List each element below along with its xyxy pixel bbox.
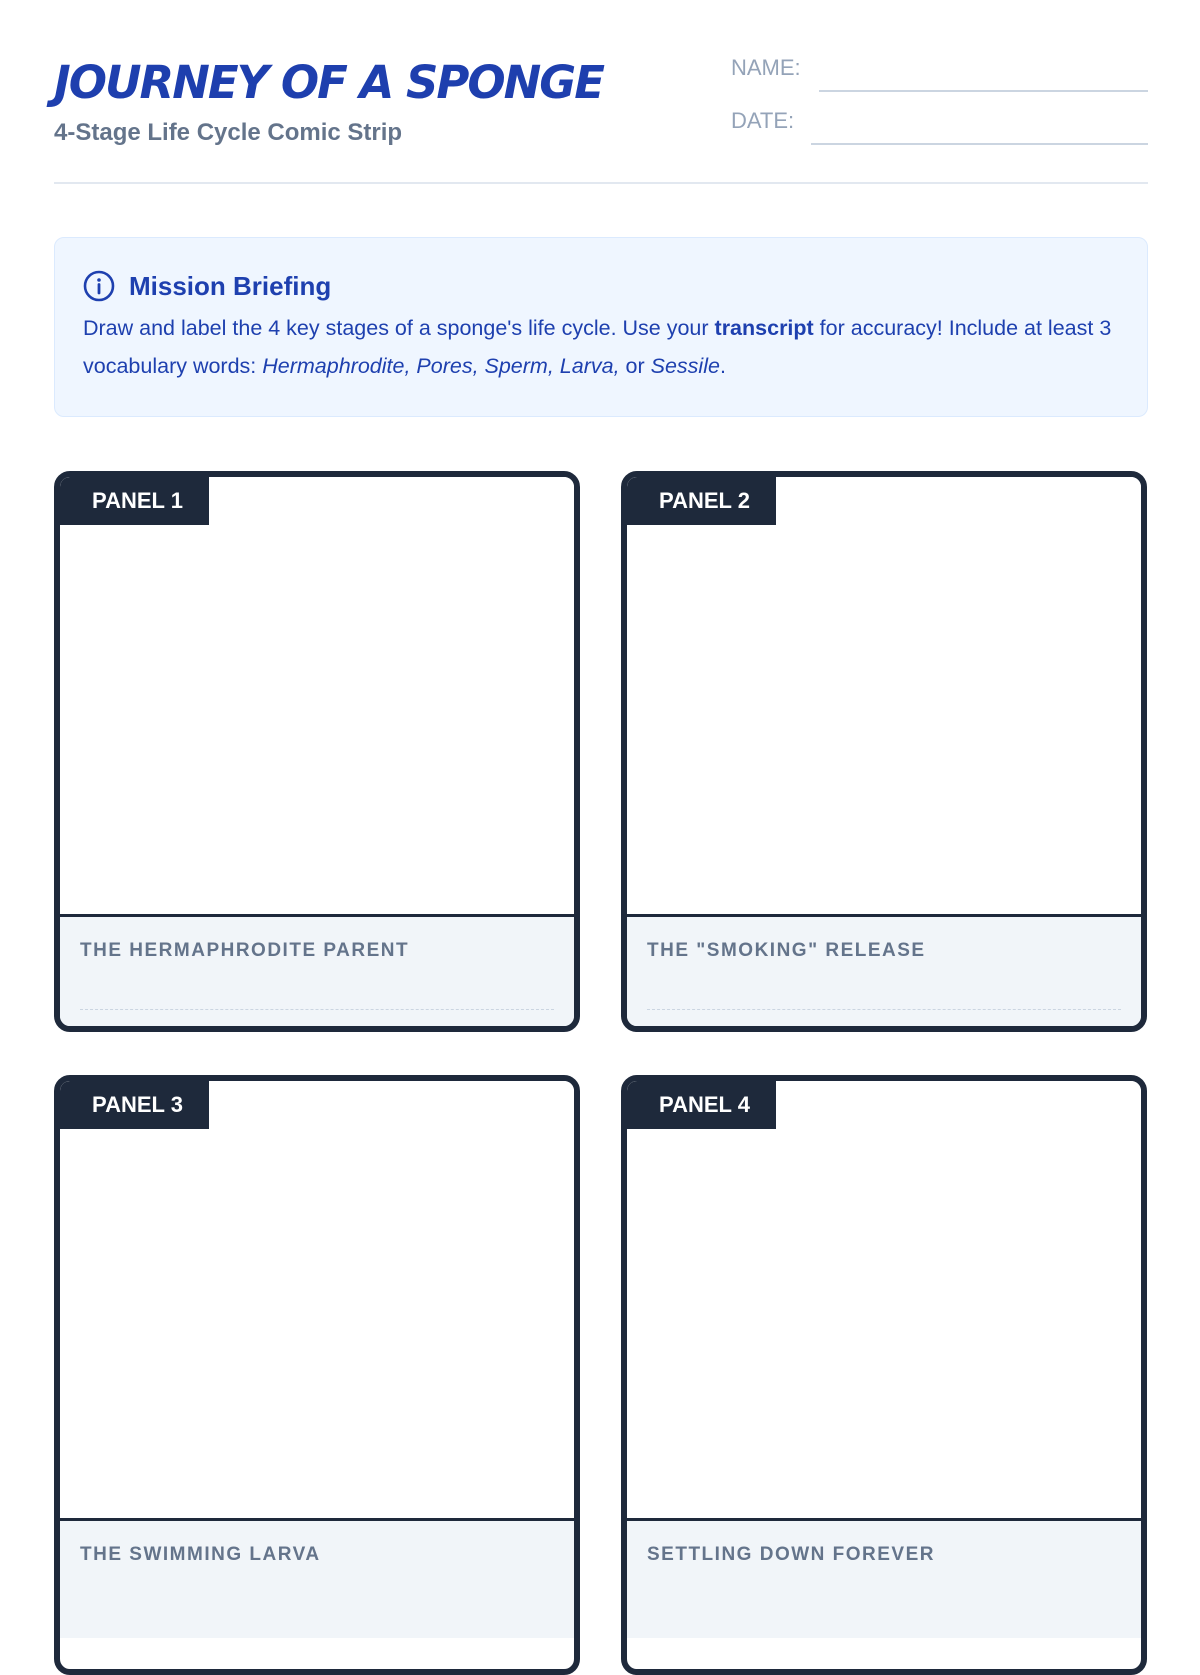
name-input-line[interactable] [819, 90, 1148, 92]
briefing-text [83, 309, 1123, 385]
worksheet-page [54, 0, 1148, 1600]
panel-tag: PANEL 1 [60, 477, 209, 525]
panel-tag: PANEL 3 [60, 1081, 209, 1129]
panel-tag: PANEL 4 [627, 1081, 776, 1129]
vocab-word-sessile: Sessile [650, 354, 720, 378]
page-title: JOURNEY OF A SPONGE [54, 56, 603, 109]
date-input-line[interactable] [811, 143, 1148, 145]
vocab-words: Hermaphrodite, Pores, Sperm, Larva, [262, 354, 620, 378]
panel-caption: THE HERMAPHRODITE PARENT [80, 940, 410, 961]
briefing-text-part: . [719, 354, 726, 378]
drawing-area[interactable] [60, 1081, 574, 1518]
name-label: NAME: [731, 55, 801, 80]
name-field [731, 52, 1148, 92]
caption-area [60, 1518, 574, 1638]
comic-panel-4 [621, 1075, 1147, 1675]
panel-caption: THE "SMOKING" RELEASE [647, 940, 926, 961]
page-subtitle: 4-Stage Life Cycle Comic Strip [54, 119, 403, 146]
mission-briefing [54, 237, 1148, 417]
panel-caption: SETTLING DOWN FOREVER [647, 1544, 935, 1565]
comic-panel-1 [54, 471, 580, 1032]
info-icon [83, 270, 115, 302]
date-field [731, 105, 1148, 145]
briefing-text-part: for accuracy! Include at least 3 vocabulary words: [83, 316, 1112, 378]
panel-tag: PANEL 2 [627, 477, 776, 525]
date-label: DATE: [731, 108, 795, 133]
caption-area [627, 914, 1141, 1032]
briefing-title: Mission Briefing [129, 270, 332, 301]
drawing-area[interactable] [627, 477, 1141, 914]
briefing-text-part: Draw and label the 4 key stages of a sponge's life cycle. Use your [83, 316, 715, 340]
panel-caption: THE SWIMMING LARVA [80, 1544, 321, 1565]
caption-write-line[interactable] [647, 1009, 1121, 1010]
briefing-emphasis: transcript [714, 316, 814, 340]
comic-panel-3 [54, 1075, 580, 1675]
caption-area [60, 914, 574, 1032]
comic-panel-2 [621, 471, 1147, 1032]
worksheet-header [54, 0, 1148, 184]
briefing-text-part: or [619, 354, 651, 378]
caption-area [627, 1518, 1141, 1638]
briefing-heading [83, 268, 331, 304]
caption-write-line[interactable] [80, 1009, 554, 1010]
drawing-area[interactable] [60, 477, 574, 914]
drawing-area[interactable] [627, 1081, 1141, 1518]
